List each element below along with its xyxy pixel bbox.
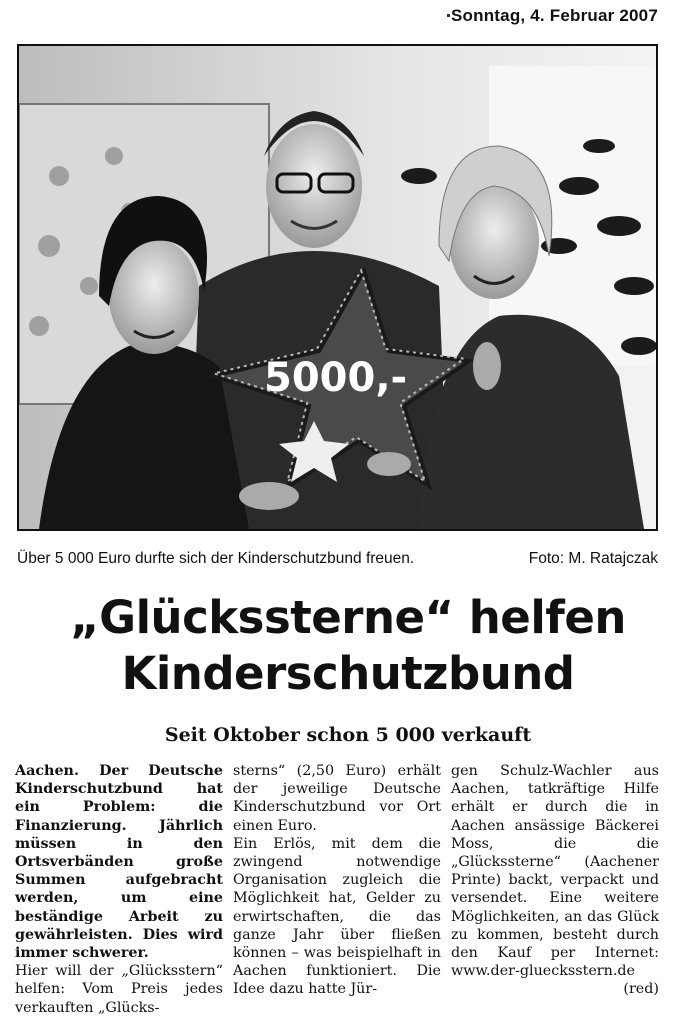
dateline: Sonntag, 4. Februar 2007 [451,6,658,25]
subheadline: Seit Oktober schon 5 000 verkauft [164,724,532,746]
newspaper-photo-icon [19,46,656,529]
column-1 [15,762,223,1017]
caption-text: Über 5 000 Euro durfte sich der Kinderschutzbund freuen. [17,550,415,567]
body-paragraph: sterns“ (2,50 Euro) erhält der jeweilige Deutsche Kinderschutzbund vor Ort einen Euro. [233,763,441,834]
body-paragraph: gen Schulz-Wachler aus Aachen, tatkräftige Hilfe erhält er durch die in Aachen ansässige Bäckerei Moss, die die „Glückssterne“ (Aachener Printe) backt, verpackt und versendet. Eine weitere Möglichkeiten, an das Glück zu kommen, besteht durch den Kauf per Internet: www.der-gluecksstern.de [451,763,659,980]
article-photo [17,44,658,531]
photo-credit: Foto: M. Ratajczak [528,550,658,567]
headline-line-1: „Glückssterne“ helfen [70,591,626,644]
star-label: 5000,- [264,355,408,401]
author-signature: (red) [623,981,659,998]
headline [0,590,696,702]
column-2 [233,762,441,1017]
lead-paragraph: Aachen. Der Deutsche Kinderschutzbund hat ein Problem: die Finanzierung. Jährlich müssen in den Ortsverbänden große Summen aufgebracht werden, um eine beständige Arbeit zu gewährleisten. Dies wird immer schwerer. [15,763,223,962]
article-body [15,762,660,1017]
column-3 [451,762,659,1017]
date-mark [447,14,450,17]
headline-line-2: Kinderschutzbund [121,647,575,700]
photo-caption [17,550,658,568]
body-paragraph: Hier will der „Glücksstern“ helfen: Vom Preis jedes verkauften „Glücks- [15,963,223,1016]
body-paragraph: Ein Erlös, mit dem die zwingend notwendige Organisation zugleich die Möglichkeit hat, Gelder zu erwirtschaften, die das ganze Jahr über fließen können – was beispielhaft in Aachen funktioniert. Die Idee dazu hatte Jür- [233,835,441,998]
